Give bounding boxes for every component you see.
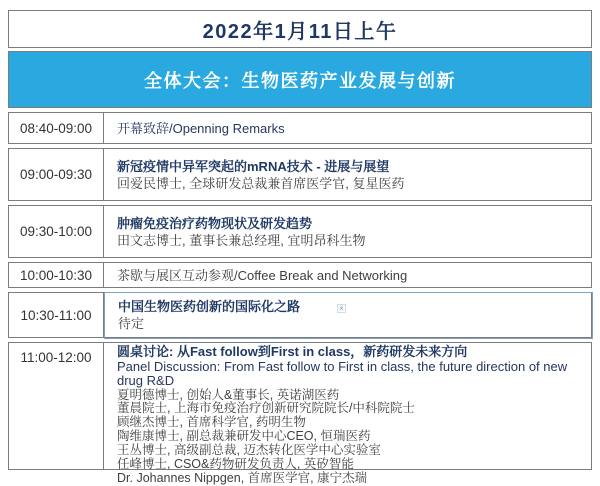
session-title: 茶歇与展区互动参观/Coffee Break and Networking (117, 267, 408, 283)
session-cell (104, 263, 591, 287)
schedule-table (8, 112, 592, 485)
time-label: 09:30-10:00 (19, 224, 93, 239)
date-header (8, 10, 592, 48)
broken-image-icon: × (337, 304, 346, 313)
speaker-line: Dr. Johannes Nippgen, 首席医学官, 康宁杰瑞 (117, 470, 368, 485)
speaker-line: 王丛博士, 高级副总裁, 迈杰转化医学中心实验室 (117, 443, 381, 458)
schedule-row (8, 112, 592, 144)
session-title: 中国生物医药创新的国际化之路 (118, 299, 301, 314)
session-cell (104, 292, 593, 339)
session-cell (104, 206, 591, 257)
session-cell (104, 149, 591, 200)
session-title: 肿瘤免疫治疗药物现状及研发趋势 (117, 215, 313, 231)
schedule-row (8, 205, 592, 258)
time-label: 08:40-09:00 (19, 120, 93, 136)
session-banner (8, 51, 592, 108)
time-label: 11:00-12:00 (20, 350, 92, 365)
speaker-line: 待定 (118, 316, 145, 331)
time-cell (9, 343, 104, 469)
schedule-row (8, 342, 592, 485)
speaker-line: 顾继杰博士, 首席科学官, 药明生物 (117, 415, 306, 430)
time-cell (9, 263, 104, 287)
time-label: 09:00-09:30 (19, 167, 93, 182)
speaker-line: 田文志博士, 董事长兼总经理, 宜明昂科生物 (117, 232, 366, 248)
session-banner-title: 全体大会：生物医药产业发展与创新 (144, 70, 456, 91)
speaker-line: 夏明德博士, 创始人&董事长, 英诺湖医药 (117, 387, 340, 402)
session-title: 开幕致辞/Openning Remarks (117, 120, 285, 136)
schedule-row (8, 148, 592, 201)
session-cell (104, 113, 591, 143)
schedule-row (8, 262, 592, 288)
session-title: 圆桌讨论: 从Fast follow到First in class，新药研发未来方向 (117, 344, 468, 359)
speaker-line: 董晨院士, 上海市免疫治疗创新研究院院长/中科院院士 (117, 401, 415, 416)
time-cell (9, 206, 104, 257)
time-cell (9, 113, 104, 143)
session-cell (104, 343, 591, 485)
time-cell (9, 293, 104, 337)
session-subtitle: Panel Discussion: From Fast follow to First in class, the future direction of new drug R&D (117, 358, 568, 388)
speaker-line: 回爱民博士, 全球研发总裁兼首席医学官, 复星医药 (117, 175, 405, 191)
session-title: 新冠疫情中异军突起的mRNA技术 - 进展与展望 (117, 158, 390, 174)
speaker-line: 任峰博士, CSO&药物研发负责人, 英矽智能 (117, 457, 354, 472)
date-title: 2022年1月11日上午 (202, 20, 398, 43)
schedule-row (8, 292, 592, 338)
time-cell (9, 149, 104, 200)
time-label: 10:00-10:30 (19, 267, 93, 283)
speaker-line: 陶维康博士, 副总裁兼研发中心CEO, 恒瑞医药 (117, 429, 371, 444)
time-label: 10:30-11:00 (20, 307, 92, 323)
